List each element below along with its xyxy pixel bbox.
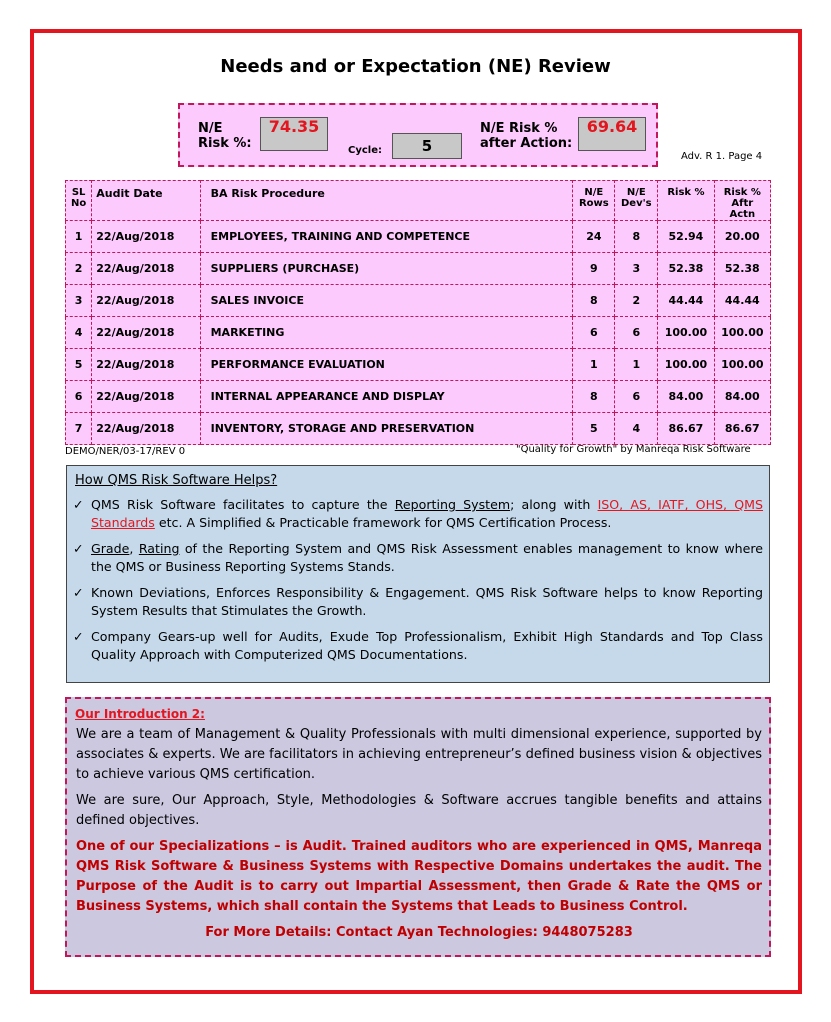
list-item: ✓ Known Deviations, Enforces Responsibility & Engagement. QMS Risk Software helps to know Reporting System Results that Stimulates the Growth. (73, 585, 763, 618)
cell-ne-rows: 9 (573, 253, 615, 285)
page-title: Needs and or Expectation (NE) Review (220, 56, 611, 77)
cell-sl: 6 (66, 381, 92, 413)
cell-ne-rows: 6 (573, 317, 615, 349)
cell-date: 22/Aug/2018 (92, 253, 200, 285)
list-item: ✓ Grade, Rating of the Reporting System and QMS Risk Assessment enables management to know where the QMS or Business Reporting Systems Stands. (73, 541, 764, 574)
intro-paragraph: We are a team of Management & Quality Professionals with multi dimensional experience, supported by associates & experts. We are facilitators in achieving entrepreneur’s defined business vision & objectives to achieve various QMS certification. (76, 727, 762, 782)
after-action-label: N/E Risk % after Action: (480, 121, 573, 151)
ne-risk-value: 74.35 (260, 117, 328, 151)
col-ne-rows: N/E Rows (573, 181, 615, 221)
cell-procedure: EMPLOYEES, TRAINING AND COMPETENCE (200, 221, 573, 253)
contact-details: For More Details: Contact Ayan Technologies: 9448075283 (205, 925, 633, 940)
helps-heading: How QMS Risk Software Helps? (75, 473, 278, 488)
page-reference: Adv. R 1. Page 4 (681, 151, 763, 162)
cell-risk-after: 52.38 (714, 253, 770, 285)
cell-procedure: PERFORMANCE EVALUATION (200, 349, 573, 381)
document-reference: DEMO/NER/03-17/REV 0 (65, 446, 186, 457)
cell-ne-devs: 8 (615, 221, 658, 253)
introduction-panel (65, 697, 771, 957)
tagline: "Quality for Growth" by Manreqa Risk Software (516, 444, 751, 455)
cell-ne-rows: 1 (573, 349, 615, 381)
cell-risk-after: 100.00 (714, 317, 770, 349)
cell-risk-after: 84.00 (714, 381, 770, 413)
table-row (66, 349, 771, 381)
cell-ne-rows: 8 (573, 381, 615, 413)
check-icon: ✓ (73, 585, 84, 600)
specialization-paragraph: One of our Specializations – is Audit. Trained auditors who are experienced in QMS, Manreqa QMS Risk Software & Business Systems with Respective Domains undertakes the audit. The Purpose of the Audit is to carry out Impartial Assessment, then Grade & Rate the QMS or Business Systems, which shall contain the Systems that Leads to Business Control. (76, 839, 762, 914)
intro-paragraph: We are sure, Our Approach, Style, Methodologies & Software accrues tangible benefits and attains defined objectives. (76, 793, 762, 828)
cell-risk-after: 20.00 (714, 221, 770, 253)
cell-risk: 84.00 (658, 381, 714, 413)
check-icon: ✓ (73, 541, 84, 556)
cell-ne-rows: 5 (573, 413, 615, 445)
cell-procedure: INVENTORY, STORAGE AND PRESERVATION (200, 413, 573, 445)
cell-date: 22/Aug/2018 (92, 413, 200, 445)
standards-link: ISO, AS, IATF, OHS, QMS Standards (91, 497, 764, 530)
col-procedure: BA Risk Procedure (200, 181, 573, 221)
cell-risk-after: 100.00 (714, 349, 770, 381)
table-row (66, 317, 771, 349)
cell-ne-devs: 6 (615, 381, 658, 413)
cell-date: 22/Aug/2018 (92, 381, 200, 413)
col-risk-after: Risk % Aftr Actn (714, 181, 770, 221)
col-ne-devs: N/E Dev's (615, 181, 658, 221)
cell-date: 22/Aug/2018 (92, 221, 200, 253)
cell-risk-after: 44.44 (714, 285, 770, 317)
risk-summary-panel (178, 103, 658, 167)
cycle-value: 5 (392, 133, 462, 159)
list-item: ✓ Company Gears-up well for Audits, Exude Top Professionalism, Exhibit High Standards and Top Class Quality Approach with Computerized QMS Documentations. (73, 629, 763, 662)
cell-ne-devs: 3 (615, 253, 658, 285)
ne-risk-label: N/E Risk %: (198, 121, 252, 151)
cell-procedure: SUPPLIERS (PURCHASE) (200, 253, 573, 285)
reporting-system-link: Reporting System (394, 497, 511, 512)
col-risk: Risk % (658, 181, 714, 221)
cell-sl: 5 (66, 349, 92, 381)
table-row (66, 253, 771, 285)
check-icon: ✓ (73, 497, 84, 512)
cell-risk: 52.94 (658, 221, 714, 253)
cell-sl: 3 (66, 285, 92, 317)
cell-risk: 86.67 (658, 413, 714, 445)
table-header-row (66, 181, 771, 221)
table-row (66, 285, 771, 317)
helps-list (73, 496, 763, 672)
cell-date: 22/Aug/2018 (92, 317, 200, 349)
table-row (66, 221, 771, 253)
cell-procedure: INTERNAL APPEARANCE AND DISPLAY (200, 381, 573, 413)
cell-procedure: MARKETING (200, 317, 573, 349)
cycle-label: Cycle: (348, 145, 382, 156)
cell-risk-after: 86.67 (714, 413, 770, 445)
cell-ne-devs: 2 (615, 285, 658, 317)
cell-risk: 100.00 (658, 317, 714, 349)
cell-date: 22/Aug/2018 (92, 349, 200, 381)
intro-heading: Our Introduction 2: (75, 707, 205, 721)
cell-ne-rows: 8 (573, 285, 615, 317)
software-helps-panel (66, 465, 770, 683)
ne-review-table (65, 180, 771, 445)
cell-sl: 1 (66, 221, 92, 253)
cell-ne-rows: 24 (573, 221, 615, 253)
cell-risk: 100.00 (658, 349, 714, 381)
cell-date: 22/Aug/2018 (92, 285, 200, 317)
cell-ne-devs: 4 (615, 413, 658, 445)
cell-procedure: SALES INVOICE (200, 285, 573, 317)
cell-ne-devs: 1 (615, 349, 658, 381)
table-row (66, 381, 771, 413)
cell-sl: 4 (66, 317, 92, 349)
cell-ne-devs: 6 (615, 317, 658, 349)
cell-sl: 7 (66, 413, 92, 445)
cell-sl: 2 (66, 253, 92, 285)
col-audit-date: Audit Date (92, 181, 200, 221)
after-action-value: 69.64 (578, 117, 646, 151)
cell-risk: 44.44 (658, 285, 714, 317)
list-item: ✓ QMS Risk Software facilitates to capture the Reporting System; along with ISO, AS, IATF, OHS, QMS Standards etc. A Simplified & Practicable framework for QMS Certification Process. (73, 497, 764, 530)
cell-risk: 52.38 (658, 253, 714, 285)
check-icon: ✓ (73, 629, 84, 644)
table-row (66, 413, 771, 445)
col-sl: SL No (66, 181, 92, 221)
